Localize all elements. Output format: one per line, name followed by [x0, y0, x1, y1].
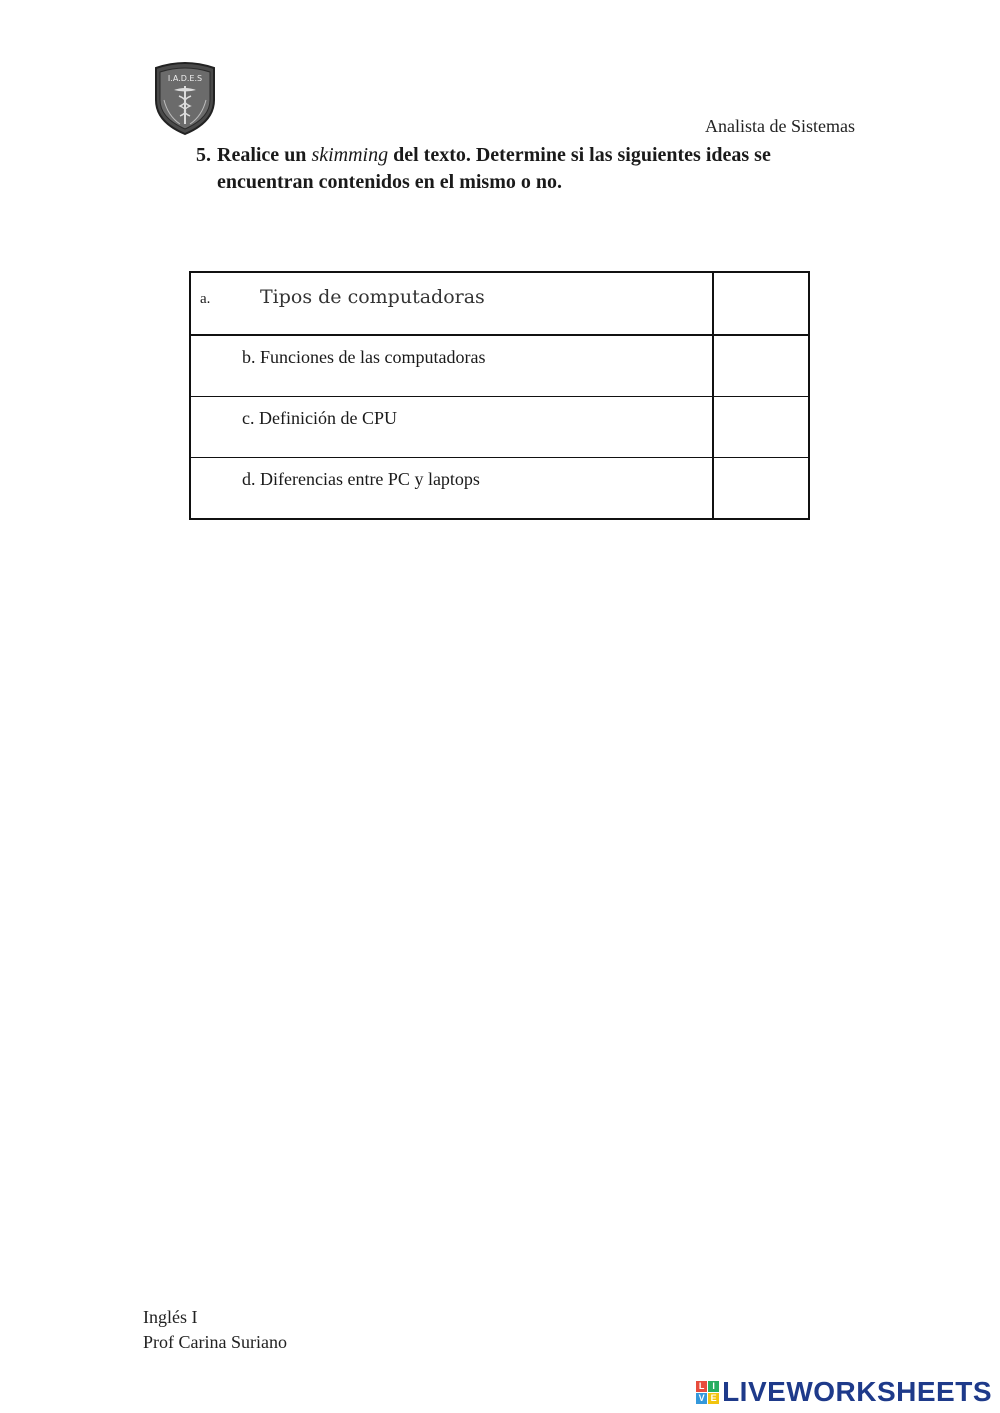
teacher-label: Prof Carina Suriano	[143, 1332, 287, 1352]
table-row	[190, 458, 809, 520]
subject-label: Inglés I	[143, 1307, 198, 1327]
course-title: Analista de Sistemas	[705, 116, 855, 136]
footer	[143, 1305, 287, 1355]
item-label: d. Diferencias entre PC y laptops	[242, 469, 480, 489]
liveworksheets-logo-icon	[696, 1381, 719, 1404]
table-row	[190, 397, 809, 458]
institution-crest-logo	[150, 60, 220, 136]
item-label: c. Definición de CPU	[242, 408, 397, 428]
question-text-start: Realice un	[217, 144, 312, 166]
liveworksheets-brand[interactable]	[696, 1376, 992, 1408]
idea-cell	[190, 272, 713, 335]
item-label: Tipos de computadoras	[260, 286, 485, 308]
logo-tile: I	[708, 1381, 719, 1392]
crest-text: I.A.D.E.S	[167, 74, 203, 83]
logo-tile: V	[696, 1393, 707, 1404]
ideas-table	[189, 271, 810, 520]
logo-tile: E	[708, 1393, 719, 1404]
question-text	[196, 142, 856, 196]
item-letter: a.	[200, 291, 211, 307]
logo-tile: L	[696, 1381, 707, 1392]
question-text-italic: skimming	[311, 144, 389, 166]
question-number: 5.	[196, 144, 211, 166]
question-text-end: del texto. Determine si las siguientes ideas se encuentran contenidos en el mismo o no.	[217, 144, 771, 193]
answer-field[interactable]	[713, 335, 809, 397]
answer-field[interactable]	[713, 458, 809, 520]
item-label: b. Funciones de las computadoras	[242, 347, 486, 367]
idea-cell	[190, 397, 713, 458]
brand-name: LIVEWORKSHEETS	[722, 1376, 992, 1407]
idea-cell	[190, 335, 713, 397]
table-row	[190, 272, 809, 335]
answer-field[interactable]	[713, 397, 809, 458]
idea-cell	[190, 458, 713, 520]
question-5	[196, 142, 856, 196]
table-row	[190, 335, 809, 397]
answer-field[interactable]	[713, 272, 809, 335]
